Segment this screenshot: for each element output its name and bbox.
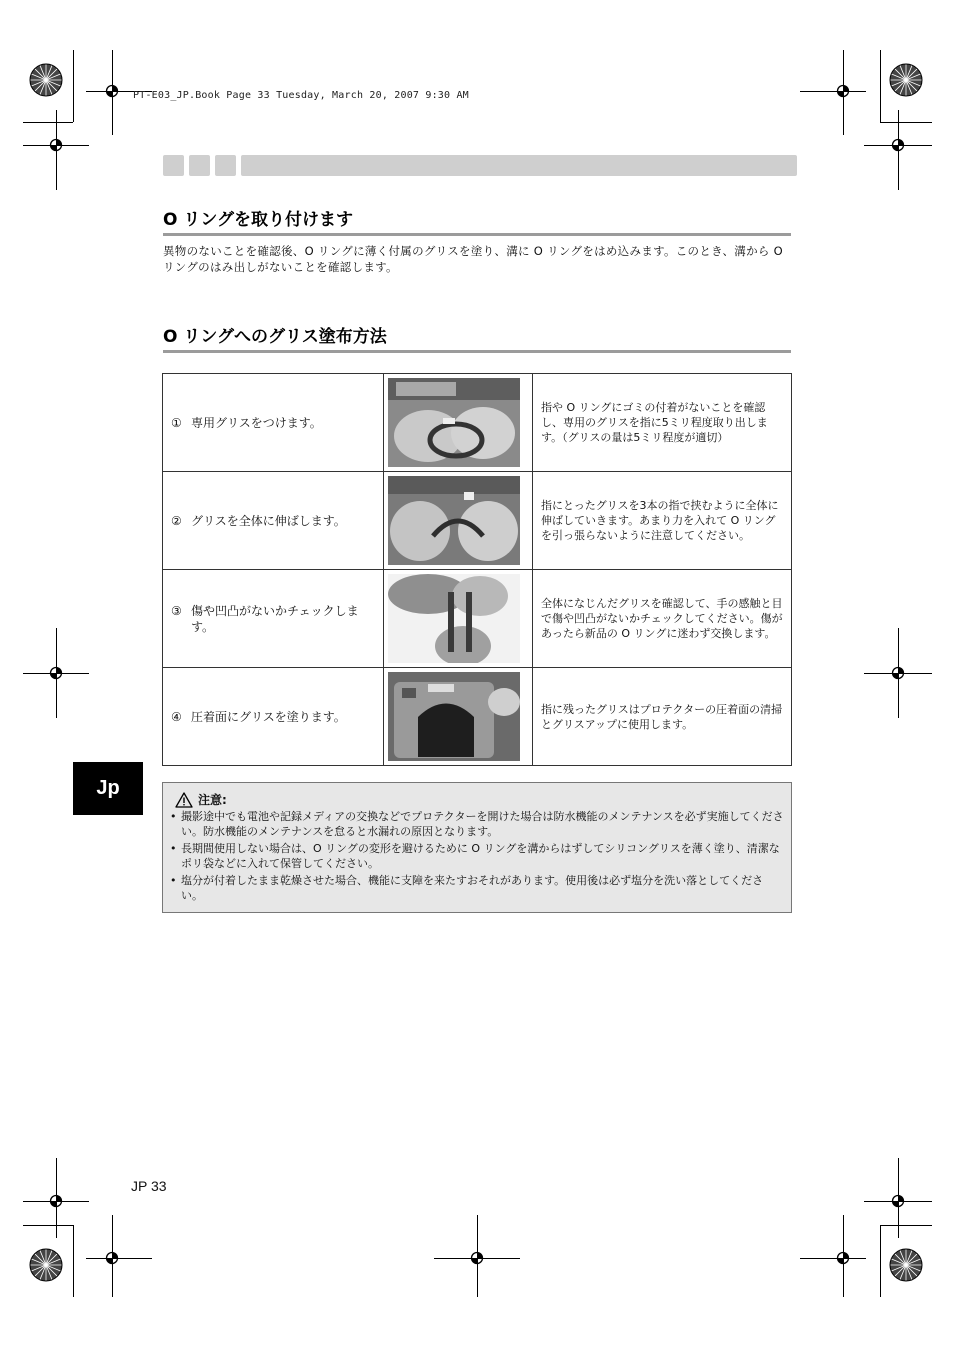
registration-crosshair-icon (836, 1251, 850, 1265)
step-label-cell (163, 668, 384, 766)
registration-crosshair-icon (891, 666, 905, 680)
step-number: ④ (171, 709, 182, 724)
section-title: O リングへのグリス塗布方法 (163, 322, 791, 353)
step-number: ③ (171, 603, 182, 618)
crop-line (880, 122, 932, 123)
step-photo-cell (384, 472, 533, 570)
photo-applying-grease (388, 378, 520, 467)
section-title: O リングを取り付けます (163, 205, 791, 236)
step-description: 全体になじんだグリスを確認して、手の感触と目で傷や凹凸がないかチェックしてください。傷があったら新品の O リングに迷わず交換します。 (533, 570, 792, 668)
step-label: グリスを全体に伸ばします。 (191, 513, 346, 528)
list-item: • 撮影途中でも電池や記録メディアの交換などでプロテクターを開けた場合は防水機能のメンテナンスを必ず実施してください。防水機能のメンテナンスを怠ると水漏れの原因となります。 (169, 809, 785, 839)
chapter-bar-square (163, 155, 184, 176)
print-slug: PT-E03_JP.Book Page 33 Tuesday, March 20, 2007 9:30 AM (133, 90, 469, 101)
registration-crosshair-icon (470, 1251, 484, 1265)
step-description: 指や O リングにゴミの付着がないことを確認し、専用のグリスを指に5ミリ程度取り出します。（グリスの量は5ミリ程度が適切） (533, 374, 792, 472)
photo-checking-oring (388, 574, 520, 663)
step-label-cell (163, 472, 384, 570)
registration-crosshair-icon (105, 84, 119, 98)
warning-triangle-icon (175, 792, 193, 808)
table-row (163, 472, 792, 570)
registration-rosette-icon (889, 63, 923, 97)
crop-line (73, 50, 74, 122)
photo-spreading-grease (388, 476, 520, 565)
chapter-bar (163, 155, 797, 176)
registration-crosshair-icon (105, 1251, 119, 1265)
caution-heading (175, 791, 227, 808)
list-item: • 長期間使用しない場合は、O リングの変形を避けるために O リングを溝からはずしてシリコングリスを薄く塗り、清潔なポリ袋などに入れて保管してください。 (169, 841, 785, 871)
crop-line (880, 1225, 932, 1226)
caution-list (169, 809, 785, 905)
step-label-cell (163, 374, 384, 472)
step-photo-cell (384, 668, 533, 766)
registration-crosshair-icon (49, 1194, 63, 1208)
crop-line (880, 50, 881, 122)
table-row (163, 668, 792, 766)
language-tab: Jp (73, 762, 143, 815)
crop-line (800, 1258, 866, 1259)
step-label: 専用グリスをつけます。 (191, 415, 322, 430)
registration-crosshair-icon (891, 1194, 905, 1208)
table-row (163, 374, 792, 472)
caution-title: 注意: (198, 793, 227, 807)
step-description: 指にとったグリスを3本の指で挟むように全体に伸ばしていきます。あまり力を入れて O リングを引っ張らないように注意してください。 (533, 472, 792, 570)
list-item: • 塩分が付着したまま乾燥させた場合、機能に支障を来たすおそれがあります。使用後は必ず塩分を洗い落としてください。 (169, 873, 785, 903)
page-number: JP 33 (131, 1178, 167, 1194)
step-label: 圧着面にグリスを塗ります。 (191, 709, 346, 724)
chapter-bar-square (189, 155, 210, 176)
chapter-bar-strip (241, 155, 797, 176)
registration-rosette-icon (29, 1248, 63, 1282)
step-number: ① (171, 415, 182, 430)
registration-rosette-icon (29, 63, 63, 97)
registration-crosshair-icon (836, 84, 850, 98)
step-photo-cell (384, 374, 533, 472)
step-description: 指に残ったグリスはプロテクターの圧着面の清掃とグリスアップに使用します。 (533, 668, 792, 766)
registration-crosshair-icon (49, 666, 63, 680)
steps-table (162, 373, 792, 766)
step-label: 傷や凹凸がないかチェックします。 (191, 603, 359, 634)
chapter-bar-square (215, 155, 236, 176)
table-row (163, 570, 792, 668)
crop-line (880, 1225, 881, 1297)
registration-rosette-icon (889, 1248, 923, 1282)
step-photo-cell (384, 570, 533, 668)
crop-line (23, 122, 73, 123)
photo-greasing-housing (388, 672, 520, 761)
registration-crosshair-icon (891, 138, 905, 152)
step-label-cell (163, 570, 384, 668)
caution-box (162, 782, 792, 913)
crop-line (86, 1258, 152, 1259)
crop-line (800, 91, 866, 92)
crop-line (23, 1225, 73, 1226)
section-body: 異物のないことを確認後、O リングに薄く付属のグリスを塗り、溝に O リングをはめ込みます。このとき、溝から O リングのはみ出しがないことを確認します。 (163, 244, 784, 274)
registration-crosshair-icon (49, 138, 63, 152)
step-number: ② (171, 513, 182, 528)
crop-line (73, 1225, 74, 1297)
